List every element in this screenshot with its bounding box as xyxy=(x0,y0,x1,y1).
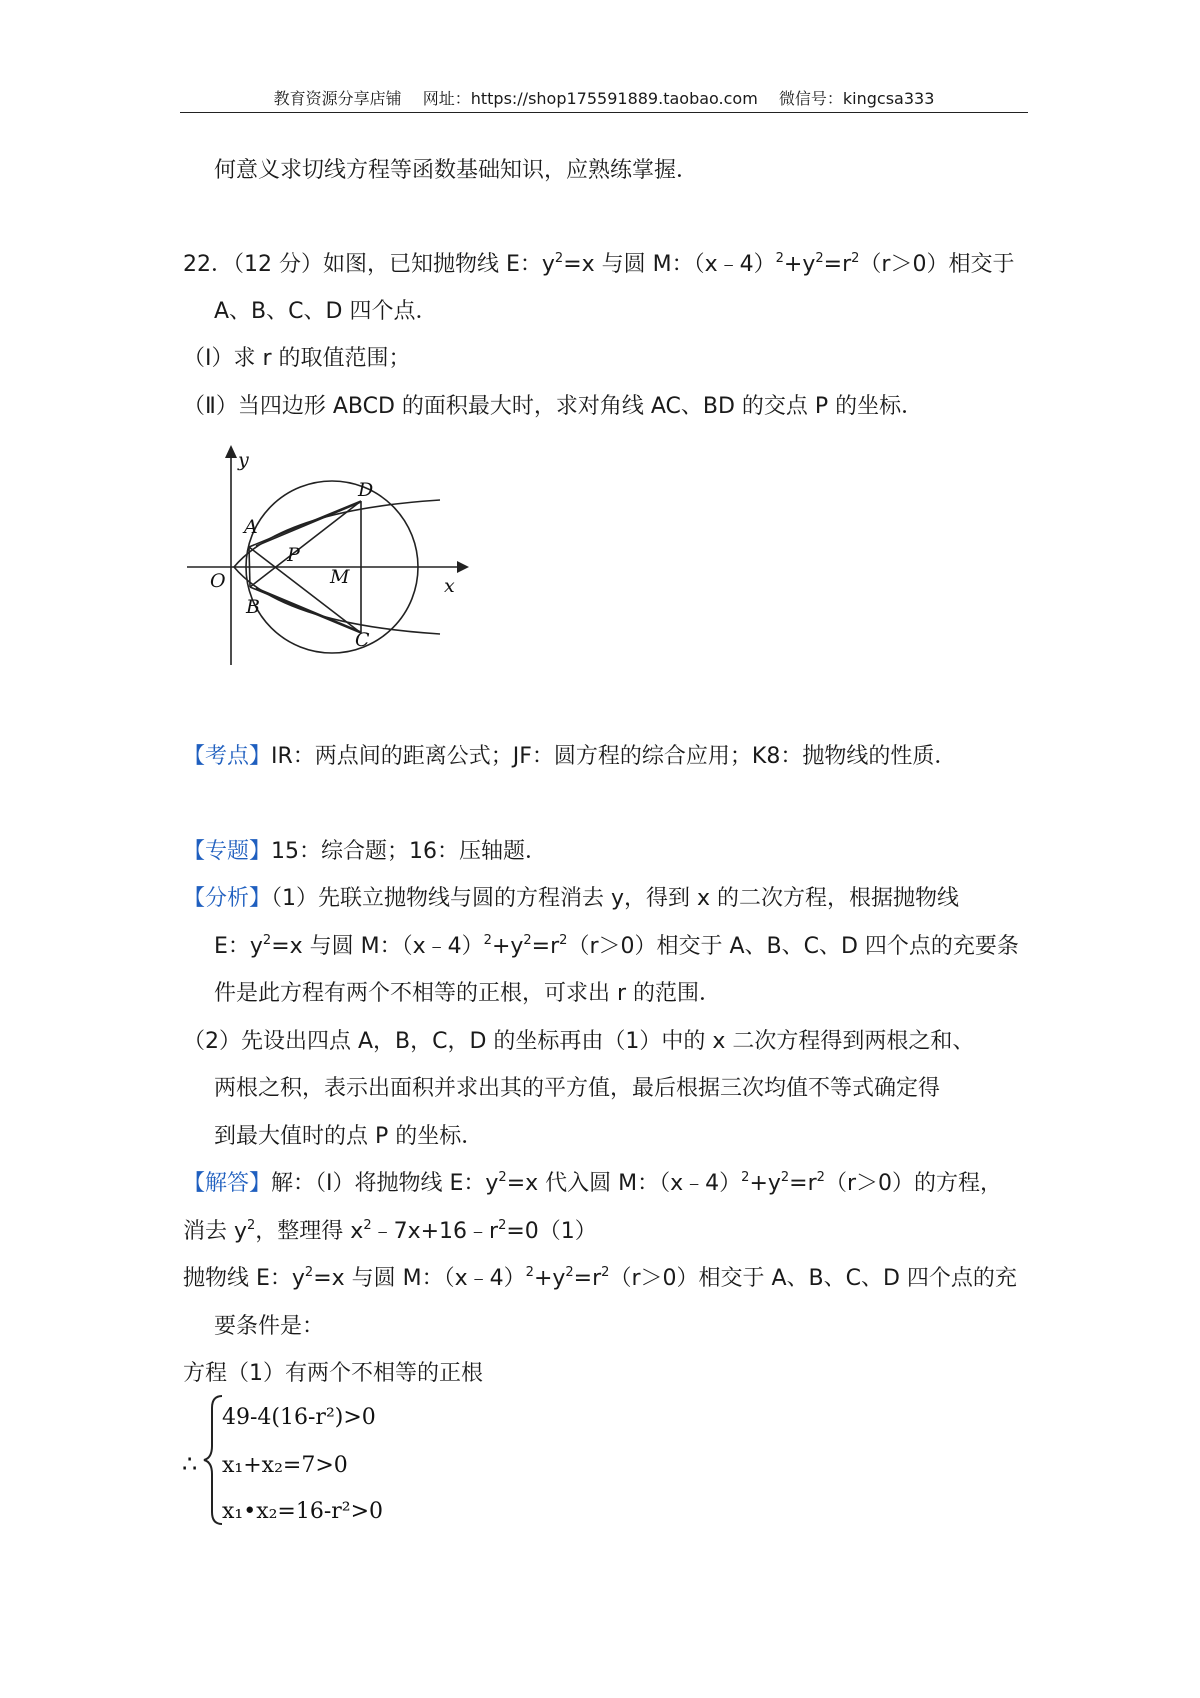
text: =r xyxy=(531,934,560,959)
inequality-3: x₁•x₂=16-r²>0 xyxy=(222,1499,384,1524)
label-d: D xyxy=(358,479,374,501)
label-o: O xyxy=(210,570,226,592)
text: +y xyxy=(491,934,524,959)
fenxi-line-4: （2）先设出四点 A，B，C，D 的坐标再由（1）中的 x 二次方程得到两根之和、 xyxy=(183,1029,975,1054)
text: =0（1） xyxy=(506,1219,597,1244)
superscript: 2 xyxy=(363,1218,372,1233)
text: （r＞0）相交于 xyxy=(859,252,1015,277)
fenxi-line-1 xyxy=(183,885,959,913)
text: （r＞0）相交于 A、B、C、D 四个点的充要条 xyxy=(567,934,1019,959)
kaodian-text: IR：两点间的距离公式；JF：圆方程的综合应用；K8：抛物线的性质． xyxy=(271,744,957,769)
chord-bc-shade xyxy=(256,588,361,632)
text: +y xyxy=(783,252,816,277)
superscript: 2 xyxy=(565,1265,574,1280)
text: E：y xyxy=(214,934,263,959)
problem-line-2: A、B、C、D 四个点． xyxy=(214,299,438,324)
text: =x 与圆 M：（x﹣4） xyxy=(563,252,776,277)
text: （r＞0）相交于 A、B、C、D 四个点的充 xyxy=(609,1266,1017,1291)
text: =r xyxy=(573,1266,602,1291)
y-axis-arrow xyxy=(225,445,237,458)
fenxi-line-6: 到最大值时的点 P 的坐标． xyxy=(214,1124,484,1149)
x-axis-arrow xyxy=(457,561,469,573)
jieda-tag: 【解答】 xyxy=(183,1171,272,1196)
label-x: x xyxy=(444,575,455,597)
inequality-2: x₁+x₂=7>0 xyxy=(222,1453,348,1478)
brace xyxy=(204,1396,222,1524)
superscript: 2 xyxy=(498,1218,507,1233)
jieda-line-4: 要条件是： xyxy=(214,1314,325,1339)
header-rule xyxy=(180,112,1028,113)
superscript: 2 xyxy=(815,251,824,266)
superscript: 2 xyxy=(554,251,564,266)
text: +y xyxy=(533,1266,566,1291)
diagonal-ac xyxy=(249,547,361,633)
fenxi-line-5: 两根之积，表示出面积并求出其的平方值，最后根据三次均值不等式确定得 xyxy=(214,1076,941,1101)
text: 解：（Ⅰ）将抛物线 E：y xyxy=(271,1171,499,1196)
problem-part-1: （Ⅰ）求 r 的取值范围； xyxy=(183,346,411,371)
text: =x 代入圆 M：（x﹣4） xyxy=(506,1171,742,1196)
problem-part-2: （Ⅱ）当四边形 ABCD 的面积最大时，求对角线 AC、BD 的交点 P 的坐标． xyxy=(183,394,924,419)
text: 抛物线 E：y xyxy=(183,1266,305,1291)
text: （1）先联立抛物线与圆的方程消去 y，得到 x 的二次方程，根据抛物线 xyxy=(271,886,960,911)
superscript: 2 xyxy=(559,933,568,948)
page-header xyxy=(180,86,1028,109)
header-site: 网址：https://shop175591889.taobao.com xyxy=(422,89,758,108)
label-m: M xyxy=(330,566,350,588)
jieda-line-2 xyxy=(183,1218,597,1246)
zhuanti-tag: 【专题】 xyxy=(183,839,272,864)
fenxi-line-3: 件是此方程有两个不相等的正根，可求出 r 的范围． xyxy=(214,981,722,1006)
label-a: A xyxy=(244,516,258,538)
kaodian-tag: 【考点】 xyxy=(183,744,272,769)
text: 22．（12 分）如图，已知抛物线 E：y xyxy=(183,252,555,277)
superscript: 2 xyxy=(262,933,272,948)
jieda-line-5: 方程（1）有两个不相等的正根 xyxy=(183,1361,483,1386)
fenxi-line-2 xyxy=(214,933,1019,961)
text: =r xyxy=(823,252,852,277)
jieda-line-3 xyxy=(183,1265,1017,1293)
label-y: y xyxy=(238,449,249,471)
text: =x 与圆 M：（x﹣4） xyxy=(313,1266,526,1291)
side-ad xyxy=(249,501,361,547)
text: =r xyxy=(789,1171,817,1196)
label-p: P xyxy=(287,544,300,566)
superscript: 2 xyxy=(780,1170,790,1185)
text: +y xyxy=(749,1171,781,1196)
side-bc xyxy=(250,587,361,633)
text: 消去 y xyxy=(183,1219,248,1244)
text: =x 与圆 M：（x﹣4） xyxy=(271,934,484,959)
side-ab xyxy=(249,547,250,587)
label-b: B xyxy=(246,596,260,618)
label-c: C xyxy=(355,629,370,651)
text: ﹣7x+16﹣r xyxy=(371,1219,499,1244)
superscript: 2 xyxy=(775,251,784,266)
therefore-symbol: ∴ xyxy=(182,1450,198,1478)
header-shop: 教育资源分享店铺 xyxy=(273,89,402,108)
superscript: 2 xyxy=(816,1170,825,1185)
fenxi-tag: 【分析】 xyxy=(183,886,272,911)
superscript: 2 xyxy=(523,933,532,948)
superscript: 2 xyxy=(483,933,492,948)
superscript: 2 xyxy=(304,1265,314,1280)
superscript: 2 xyxy=(601,1265,610,1280)
superscript: 2 xyxy=(851,251,860,266)
zhuanti-line xyxy=(183,838,547,866)
header-wechat: 微信号：kingcsa333 xyxy=(778,89,935,108)
superscript: 2 xyxy=(247,1218,256,1233)
kaodian-line xyxy=(183,743,956,771)
parabola-circle-figure xyxy=(182,440,482,675)
superscript: 2 xyxy=(525,1265,534,1280)
chord-ad-shade xyxy=(256,502,361,546)
inequality-system xyxy=(182,1390,442,1530)
inequality-1: 49-4(16-r²)>0 xyxy=(222,1405,376,1430)
jieda-line-1 xyxy=(183,1170,1002,1198)
superscript: 2 xyxy=(498,1170,507,1185)
text: （r＞0）的方程， xyxy=(824,1171,1002,1196)
superscript: 2 xyxy=(741,1170,750,1185)
problem-line-1 xyxy=(183,251,1014,279)
prev-line: 何意义求切线方程等函数基础知识，应熟练掌握． xyxy=(214,158,699,183)
text: ，整理得 x xyxy=(255,1219,364,1244)
zhuanti-text: 15：综合题；16：压轴题． xyxy=(271,839,548,864)
